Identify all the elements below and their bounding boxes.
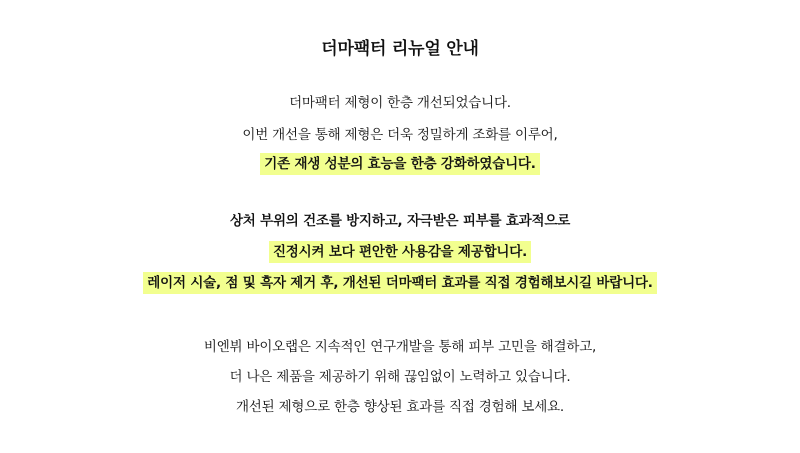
notice-line-1: 더마팩터 제형이 한층 개선되었습니다.	[289, 95, 511, 111]
highlighted-text: 기존 재생 성분의 효능을 한층 강화하였습니다.	[260, 153, 539, 175]
notice-line-2: 이번 개선을 통해 제형은 더욱 정밀하게 조화를 이루어,	[242, 127, 558, 143]
notice-line-8: 더 나은 제품을 제공하기 위해 끊임없이 노력하고 있습니다.	[229, 369, 571, 385]
highlighted-text: 레이저 시술, 점 및 흑자 제거 후, 개선된 더마팩터 효과를 직접 경험해보시길 바랍니다.	[143, 272, 656, 294]
notice-line-5	[0, 241, 800, 263]
notice-line-9: 개선된 제형으로 한층 향상된 효과를 직접 경험해 보세요.	[235, 399, 565, 415]
notice-line-7: 비엔뷔 바이오랩은 지속적인 연구개발을 통해 피부 고민을 해결하고,	[203, 339, 597, 355]
notice-title: 더마팩터 리뉴얼 안내	[321, 39, 479, 59]
highlighted-text: 진정시켜 보다 편안한 사용감을 제공합니다.	[269, 241, 531, 263]
notice-line-3	[0, 153, 800, 175]
notice-line-4: 상처 부위의 건조를 방지하고, 자극받은 피부를 효과적으로	[229, 213, 571, 229]
notice-line-6	[0, 272, 800, 294]
